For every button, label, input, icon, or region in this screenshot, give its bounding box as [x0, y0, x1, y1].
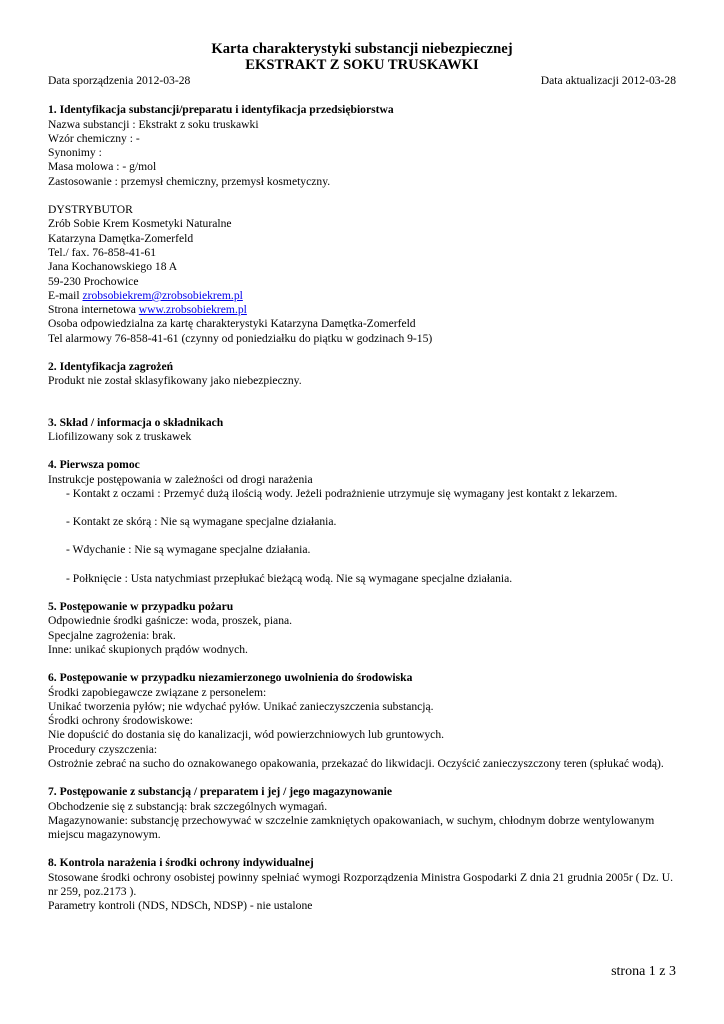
section-5-title: 5. Postępowanie w przypadku pożaru [48, 600, 234, 614]
cleanup-label: Procedury czyszczenia: [48, 742, 158, 756]
extinguishing-media: Odpowiednie środki gaśnicze: woda, proszek, piana. [48, 614, 293, 628]
hazard-text: Produkt nie został sklasyfikowany jako niebezpieczny. [48, 374, 302, 388]
control-parameters: Parametry kontroli (NDS, NDSCh, NDSP) - nie ustalone [48, 899, 313, 913]
special-hazards: Specjalne zagrożenia: brak. [48, 628, 176, 642]
first-aid-intro: Instrukcje postępowania w zależności od drogi narażenia [48, 472, 313, 486]
section-4 [48, 458, 676, 586]
date-updated: Data aktualizacji 2012-03-28 [540, 74, 676, 87]
personal-precautions: Unikać tworzenia pyłów; nie wdychać pyłów. Unikać zanieczyszczenia substancją. [48, 699, 434, 713]
handling: Obchodzenie się z substancją: brak szczególnych wymagań. [48, 799, 328, 813]
first-aid-eyes: - Kontakt z oczami : Przemyć dużą ilością wody. Jeżeli podrażnienie utrzymuje się wymagany jest kontakt z lekarzem. [66, 486, 618, 500]
distributor-heading: DYSTRYBUTOR [48, 203, 133, 217]
section-3 [48, 416, 676, 445]
email-line [48, 289, 676, 303]
distributor-phone: Tel./ fax. 76-858-41-61 [48, 245, 157, 259]
section-2 [48, 360, 676, 389]
section-6 [48, 671, 676, 771]
website-line [48, 303, 676, 317]
email-link[interactable]: zrobsobiekrem@zrobsobiekrem.pl [82, 288, 243, 302]
section-5 [48, 600, 676, 657]
website-link[interactable]: www.zrobsobiekrem.pl [138, 303, 247, 317]
section-7-title: 7. Postępowanie z substancją / preparatem i jej / jego magazynowanie [48, 785, 393, 799]
first-aid-inhalation: - Wdychanie : Nie są wymagane specjalne działania. [66, 543, 311, 557]
section-4-title: 4. Pierwsza pomoc [48, 458, 140, 472]
protection-requirements: Stosowane środki ochrony osobistej powinny spełniać wymogi Rozporządzenia Ministra Gospodarki Z dnia 21 grudnia 2005r ( Dz. U. nr 259, poz.2173 ). [48, 870, 673, 899]
chemical-formula: Wzór chemiczny : - [48, 131, 140, 145]
first-aid-ingestion: - Połknięcie : Usta natychmiast przepłukać bieżącą wodą. Nie są wymagane specjalne działania. [66, 571, 513, 585]
section-6-title: 6. Postępowanie w przypadku niezamierzonego uwolnienia do środowiska [48, 671, 413, 685]
section-8-title: 8. Kontrola narażenia i środki ochrony indywidualnej [48, 856, 314, 870]
emergency-phone: Tel alarmowy 76-858-41-61 (czynny od poniedziałku do piątku w godzinach 9-15) [48, 331, 433, 345]
website-label: Strona internetowa [48, 303, 139, 317]
personal-precautions-label: Środki zapobiegawcze związane z personelem: [48, 685, 267, 699]
responsible-person: Osoba odpowiedzialna za kartę charakterystyki Katarzyna Damętka-Zomerfeld [48, 317, 416, 331]
document-page [48, 42, 676, 914]
date-row [48, 74, 676, 88]
first-aid-skin: - Kontakt ze skórą : Nie są wymagane specjalne działania. [66, 515, 337, 529]
document-title: Karta charakterystyki substancji niebezpiecznej [211, 41, 513, 57]
distributor-company: Zrób Sobie Krem Kosmetyki Naturalne [48, 217, 232, 231]
synonyms: Synonimy : [48, 146, 102, 160]
substance-name: Nazwa substancji : Ekstrakt z soku truskawki [48, 117, 259, 131]
section-1 [48, 103, 676, 346]
page-number: strona 1 z 3 [611, 964, 676, 979]
section-8 [48, 856, 676, 913]
usage: Zastosowanie : przemysł chemiczny, przemysł kosmetyczny. [48, 174, 331, 188]
section-7 [48, 785, 676, 842]
date-created: Data sporządzenia 2012-03-28 [48, 74, 191, 87]
environmental-precautions-label: Środki ochrony środowiskowe: [48, 714, 193, 728]
distributor-city: 59-230 Prochowice [48, 274, 139, 288]
environmental-precautions: Nie dopuścić do dostania się do kanalizacji, wód powierzchniowych lub gruntowych. [48, 728, 445, 742]
molar-mass: Masa molowa : - g/mol [48, 160, 157, 174]
email-label: E-mail [48, 288, 83, 302]
other-fire-info: Inne: unikać skupionych prądów wodnych. [48, 642, 248, 656]
distributor-street: Jana Kochanowskiego 18 A [48, 260, 178, 274]
cleanup-procedure: Ostrożnie zebrać na sucho do oznakowanego opakowania, przekazać do likwidacji. Oczyścić zanieczyszczony teren (spłukać wodą). [48, 756, 664, 770]
product-name: EKSTRAKT Z SOKU TRUSKAWKI [245, 56, 479, 73]
section-3-title: 3. Skład / informacja o składnikach [48, 415, 224, 429]
storage: Magazynowanie: substancję przechowywać w szczelnie zamkniętych opakowaniach, w suchym, chłodnym dobrze wentylowanym miejscu magazynowym. [48, 813, 655, 842]
distributor-person: Katarzyna Damętka-Zomerfeld [48, 231, 194, 245]
composition-text: Liofilizowany sok z truskawek [48, 429, 192, 443]
section-1-title: 1. Identyfikacja substancji/preparatu i identyfikacja przedsiębiorstwa [48, 103, 394, 117]
section-2-title: 2. Identyfikacja zagrożeń [48, 360, 174, 374]
